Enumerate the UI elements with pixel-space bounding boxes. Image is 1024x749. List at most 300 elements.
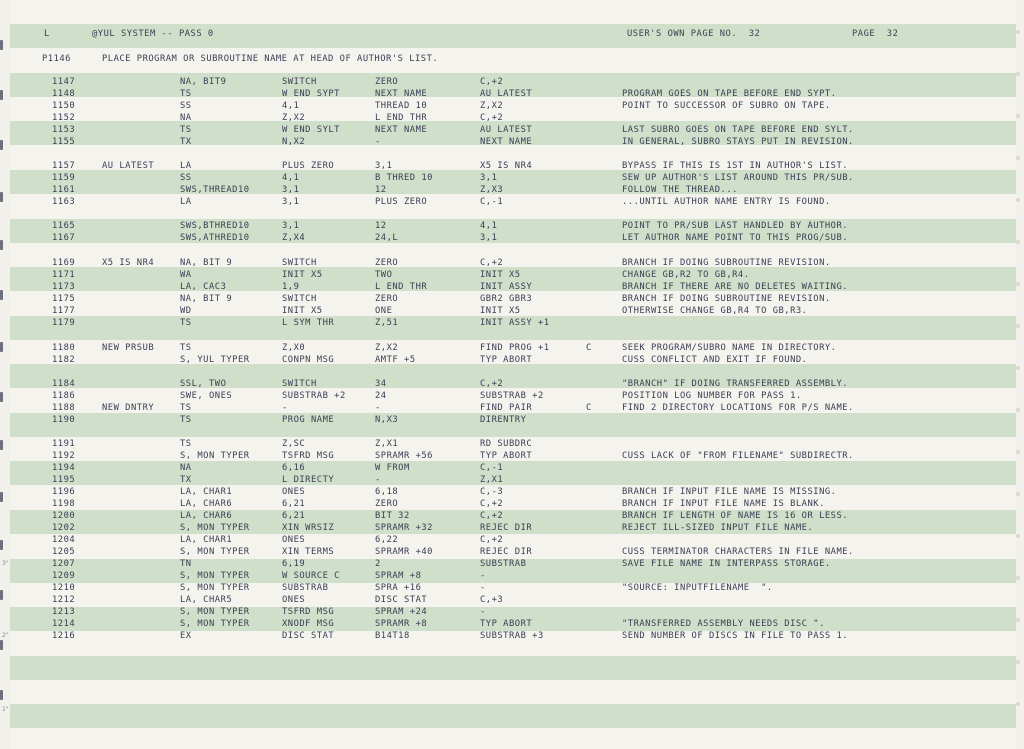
- address-field-3: GBR2 GBR3: [480, 294, 533, 304]
- address-field-1: SUBSTRAB: [282, 583, 329, 593]
- address-field-2: DISC STAT: [375, 595, 428, 605]
- comment: CUSS TERMINATOR CHARACTERS IN FILE NAME.: [622, 547, 854, 557]
- address-field-3: C,-1: [480, 463, 504, 473]
- operation: S, MON TYPER: [180, 607, 250, 617]
- tractor-edge-mark: [0, 690, 3, 700]
- listing-line: [10, 305, 1016, 317]
- address-field-1: N,X2: [282, 137, 306, 147]
- listing-line: [10, 88, 1016, 100]
- operation: NA: [180, 463, 192, 473]
- comment: SEEK PROGRAM/SUBRO NAME IN DIRECTORY.: [622, 343, 837, 353]
- operation: SS: [180, 173, 192, 183]
- comment: BRANCH IF DOING SUBROUTINE REVISION.: [622, 294, 831, 304]
- address-field-3: C,+2: [480, 113, 504, 123]
- printout-sheet: [10, 0, 1016, 749]
- address-field-2: 3,1: [375, 161, 393, 171]
- listing-line: [10, 160, 1016, 172]
- comment: FOLLOW THE THREAD...: [622, 185, 738, 195]
- seq-number: 1150: [52, 101, 76, 111]
- title-text: PLACE PROGRAM OR SUBROUTINE NAME AT HEAD OF AUTHOR'S LIST.: [102, 54, 439, 64]
- listing-line: [10, 438, 1016, 450]
- operation: TS: [180, 318, 192, 328]
- address-field-3: NEXT NAME: [480, 137, 533, 147]
- listing-line: [10, 474, 1016, 486]
- address-field-1: Z,X2: [282, 113, 306, 123]
- seq-number: 1165: [52, 221, 76, 231]
- address-field-2: Z,51: [375, 318, 399, 328]
- seq-number: 1195: [52, 475, 76, 485]
- operation: TN: [180, 559, 192, 569]
- address-field-1: 6,19: [282, 559, 306, 569]
- address-field-1: PLUS ZERO: [282, 161, 335, 171]
- address-field-3: C,-1: [480, 197, 504, 207]
- address-field-2: NEXT NAME: [375, 89, 428, 99]
- comment: BRANCH IF DOING SUBROUTINE REVISION.: [622, 258, 831, 268]
- operation: S, MON TYPER: [180, 571, 250, 581]
- seq-number: 1207: [52, 559, 76, 569]
- symbol-label: AU LATEST: [102, 161, 155, 171]
- comment: LET AUTHOR NAME POINT TO THIS PROG/SUB.: [622, 233, 849, 243]
- seq-number: 1182: [52, 355, 76, 365]
- margin-inch-mark: 3": [2, 560, 9, 567]
- address-field-3: C,+3: [480, 595, 504, 605]
- address-field-1: SWITCH: [282, 258, 317, 268]
- address-field-3: FIND PAIR: [480, 403, 533, 413]
- tractor-edge-mark: [0, 392, 3, 402]
- address-field-1: TSFRD MSG: [282, 451, 335, 461]
- address-field-3: SUBSTRAB: [480, 559, 527, 569]
- address-field-3: 3,1: [480, 173, 498, 183]
- seq-number: 1209: [52, 571, 76, 581]
- comment: CHANGE GB,R2 TO GB,R4.: [622, 270, 750, 280]
- seq-number: 1212: [52, 595, 76, 605]
- green-bar-band: [10, 656, 1016, 680]
- seq-number: 1175: [52, 294, 76, 304]
- address-field-2: NEXT NAME: [375, 125, 428, 135]
- address-field-2: -: [375, 403, 381, 413]
- pin-hole: [1016, 702, 1020, 706]
- seq-number: 1192: [52, 451, 76, 461]
- address-field-2: 12: [375, 221, 387, 231]
- comment: PROGRAM GOES ON TAPE BEFORE END SYPT.: [622, 89, 837, 99]
- address-field-1: XIN WRSIZ: [282, 523, 335, 533]
- address-field-3: Z,X2: [480, 101, 504, 111]
- seq-number: 1200: [52, 511, 76, 521]
- address-field-1: W END SYPT: [282, 89, 340, 99]
- address-field-2: SPRAMR +40: [375, 547, 433, 557]
- pin-hole: [1016, 576, 1020, 580]
- address-field-1: 4,1: [282, 173, 300, 183]
- address-field-3: 3,1: [480, 233, 498, 243]
- address-field-1: 3,1: [282, 185, 300, 195]
- address-field-3: RD SUBDRC: [480, 439, 533, 449]
- seq-number: 1194: [52, 463, 76, 473]
- comment: FIND 2 DIRECTORY LOCATIONS FOR P/S NAME.: [622, 403, 854, 413]
- listing-line: [10, 124, 1016, 136]
- listing-line: [10, 76, 1016, 88]
- comment: POSITION LOG NUMBER FOR PASS 1.: [622, 391, 802, 401]
- address-field-1: SWITCH: [282, 77, 317, 87]
- address-field-2: AMTF +5: [375, 355, 416, 365]
- seq-number: 1214: [52, 619, 76, 629]
- address-field-1: Z,X0: [282, 343, 306, 353]
- listing-line: [10, 172, 1016, 184]
- listing-line: [10, 450, 1016, 462]
- address-field-3: C,+2: [480, 499, 504, 509]
- pin-hole: [1016, 450, 1020, 454]
- listing-line: [10, 378, 1016, 390]
- operation: TS: [180, 89, 192, 99]
- margin-inch-mark: 2": [2, 632, 9, 639]
- address-field-2: SPRAMR +8: [375, 619, 428, 629]
- address-field-2: ZERO: [375, 499, 399, 509]
- address-field-2: ONE: [375, 306, 393, 316]
- address-field-2: 34: [375, 379, 387, 389]
- listing-line: [10, 582, 1016, 594]
- seq-number: 1190: [52, 415, 76, 425]
- operation: S, MON TYPER: [180, 619, 250, 629]
- address-field-1: 3,1: [282, 197, 300, 207]
- address-field-3: C,+2: [480, 535, 504, 545]
- address-field-2: ZERO: [375, 294, 399, 304]
- listing-line: [10, 402, 1016, 414]
- comment: "TRANSFERRED ASSEMBLY NEEDS DISC ".: [622, 619, 825, 629]
- symbol-label: X5 IS NR4: [102, 258, 155, 268]
- operation: S, MON TYPER: [180, 523, 250, 533]
- pin-hole: [1016, 72, 1020, 76]
- pin-hole: [1016, 618, 1020, 622]
- address-field-2: 2: [375, 559, 381, 569]
- operation: S, MON TYPER: [180, 547, 250, 557]
- address-field-1: XIN TERMS: [282, 547, 335, 557]
- listing-line: [10, 281, 1016, 293]
- operation: SWS,BTHRED10: [180, 221, 250, 231]
- listing-line: [10, 112, 1016, 124]
- address-field-2: ZERO: [375, 77, 399, 87]
- listing-line: [10, 414, 1016, 426]
- address-field-1: ONES: [282, 595, 306, 605]
- address-field-1: TSFRD MSG: [282, 607, 335, 617]
- comment: POINT TO PR/SUB LAST HANDLED BY AUTHOR.: [622, 221, 849, 231]
- title-seq: P1146: [42, 54, 71, 64]
- address-field-3: DIRENTRY: [480, 415, 527, 425]
- seq-number: 1177: [52, 306, 76, 316]
- listing-line: [10, 317, 1016, 329]
- address-field-2: B14T18: [375, 631, 410, 641]
- comment: OTHERWISE CHANGE GB,R4 TO GB,R3.: [622, 306, 808, 316]
- seq-number: 1155: [52, 137, 76, 147]
- address-field-2: Z,X2: [375, 343, 399, 353]
- seq-number: 1153: [52, 125, 76, 135]
- address-field-3: X5 IS NR4: [480, 161, 533, 171]
- pin-hole: [1016, 492, 1020, 496]
- address-field-1: 4,1: [282, 101, 300, 111]
- pin-hole: [1016, 534, 1020, 538]
- address-field-2: B THRED 10: [375, 173, 433, 183]
- listing-line: [10, 196, 1016, 208]
- seq-number: 1205: [52, 547, 76, 557]
- seq-number: 1196: [52, 487, 76, 497]
- green-bar-band: [10, 704, 1016, 728]
- listing-line: [10, 534, 1016, 546]
- address-field-1: -: [282, 403, 288, 413]
- comment: POINT TO SUCCESSOR OF SUBRO ON TAPE.: [622, 101, 831, 111]
- listing-line: [10, 257, 1016, 269]
- tractor-edge-mark: [0, 492, 3, 502]
- users-page-number: USER'S OWN PAGE NO. 32: [627, 29, 761, 39]
- seq-number: 1180: [52, 343, 76, 353]
- operation: LA, CAC3: [180, 282, 227, 292]
- address-field-1: 3,1: [282, 221, 300, 231]
- pin-hole: [1016, 30, 1020, 34]
- seq-number: 1186: [52, 391, 76, 401]
- operation: LA, CHAR6: [180, 499, 233, 509]
- listing-line: [10, 558, 1016, 570]
- tractor-edge-mark: [0, 240, 3, 250]
- operation: S, MON TYPER: [180, 451, 250, 461]
- pin-hole: [1016, 408, 1020, 412]
- marker: C: [586, 403, 592, 413]
- address-field-3: REJEC DIR: [480, 523, 533, 533]
- comment: LAST SUBRO GOES ON TAPE BEFORE END SYLT.: [622, 125, 854, 135]
- listing-line: [10, 342, 1016, 354]
- listing-line: [10, 498, 1016, 510]
- operation: SS: [180, 101, 192, 111]
- page-number: PAGE 32: [852, 29, 899, 39]
- pin-hole: [1016, 324, 1020, 328]
- seq-number: 1169: [52, 258, 76, 268]
- seq-number: 1213: [52, 607, 76, 617]
- address-field-2: BIT 32: [375, 511, 410, 521]
- listing-line: [10, 618, 1016, 630]
- marker: C: [586, 343, 592, 353]
- comment: BYPASS IF THIS IS 1ST IN AUTHOR'S LIST.: [622, 161, 849, 171]
- address-field-3: C,+2: [480, 77, 504, 87]
- address-field-3: 4,1: [480, 221, 498, 231]
- address-field-3: C,+2: [480, 511, 504, 521]
- address-field-1: XNODF MSG: [282, 619, 335, 629]
- operation: SWS,ATHRED10: [180, 233, 250, 243]
- title-line: [10, 53, 1016, 65]
- operation: NA, BIT 9: [180, 294, 233, 304]
- address-field-1: Z,X4: [282, 233, 306, 243]
- comment: ...UNTIL AUTHOR NAME ENTRY IS FOUND.: [622, 197, 831, 207]
- address-field-2: SPRAM +8: [375, 571, 422, 581]
- listing-line: [10, 390, 1016, 402]
- operation: S, MON TYPER: [180, 583, 250, 593]
- listing-line: [10, 136, 1016, 148]
- operation: LA: [180, 197, 192, 207]
- seq-number: 1148: [52, 89, 76, 99]
- tractor-edge-mark: [0, 440, 3, 450]
- address-field-3: FIND PROG +1: [480, 343, 550, 353]
- listing-line: [10, 522, 1016, 534]
- seq-number: 1184: [52, 379, 76, 389]
- address-field-3: Z,X1: [480, 475, 504, 485]
- tractor-edge-mark: [0, 90, 3, 100]
- address-field-2: PLUS ZERO: [375, 197, 428, 207]
- address-field-2: -: [375, 137, 381, 147]
- address-field-2: N,X3: [375, 415, 399, 425]
- listing-line: [10, 594, 1016, 606]
- operation: TS: [180, 439, 192, 449]
- operation: LA: [180, 161, 192, 171]
- comment: REJECT ILL-SIZED INPUT FILE NAME.: [622, 523, 814, 533]
- operation: LA, CHAR6: [180, 511, 233, 521]
- address-field-2: SPRAM +24: [375, 607, 428, 617]
- address-field-1: 6,21: [282, 511, 306, 521]
- address-field-1: ONES: [282, 535, 306, 545]
- address-field-2: SPRA +16: [375, 583, 422, 593]
- operation: TS: [180, 343, 192, 353]
- seq-number: 1204: [52, 535, 76, 545]
- address-field-3: C,+2: [480, 379, 504, 389]
- address-field-3: Z,X3: [480, 185, 504, 195]
- address-field-1: INIT X5: [282, 306, 323, 316]
- address-field-2: ZERO: [375, 258, 399, 268]
- seq-number: 1167: [52, 233, 76, 243]
- address-field-3: INIT X5: [480, 270, 521, 280]
- address-field-2: 24: [375, 391, 387, 401]
- symbol-label: NEW PRSUB: [102, 343, 155, 353]
- address-field-1: SWITCH: [282, 379, 317, 389]
- address-field-3: SUBSTRAB +2: [480, 391, 544, 401]
- operation: WA: [180, 270, 192, 280]
- tractor-edge-mark: [0, 192, 3, 202]
- address-field-2: SPRAMR +56: [375, 451, 433, 461]
- comment: IN GENERAL, SUBRO STAYS PUT IN REVISION.: [622, 137, 854, 147]
- address-field-1: L SYM THR: [282, 318, 335, 328]
- address-field-2: SPRAMR +32: [375, 523, 433, 533]
- address-field-3: -: [480, 583, 486, 593]
- listing-line: [10, 184, 1016, 196]
- tractor-edge-mark: [0, 590, 3, 600]
- address-field-2: THREAD 10: [375, 101, 428, 111]
- comment: SAVE FILE NAME IN INTERPASS STORAGE.: [622, 559, 831, 569]
- address-field-3: -: [480, 571, 486, 581]
- seq-number: 1147: [52, 77, 76, 87]
- operation: TS: [180, 403, 192, 413]
- page-header: [10, 28, 1016, 40]
- address-field-1: 1,9: [282, 282, 300, 292]
- operation: LA, CHAR1: [180, 535, 233, 545]
- listing-line: [10, 486, 1016, 498]
- listing-line: [10, 630, 1016, 642]
- operation: EX: [180, 631, 192, 641]
- seq-number: 1152: [52, 113, 76, 123]
- address-field-3: -: [480, 607, 486, 617]
- comment: CUSS CONFLICT AND EXIT IF FOUND.: [622, 355, 808, 365]
- seq-number: 1157: [52, 161, 76, 171]
- pin-hole: [1016, 660, 1020, 664]
- address-field-3: AU LATEST: [480, 89, 533, 99]
- address-field-3: INIT ASSY: [480, 282, 533, 292]
- operation: TX: [180, 137, 192, 147]
- seq-number: 1179: [52, 318, 76, 328]
- seq-number: 1163: [52, 197, 76, 207]
- margin-inch-mark: 1": [2, 706, 9, 713]
- symbol-label: NEW DNTRY: [102, 403, 155, 413]
- pin-hole: [1016, 156, 1020, 160]
- address-field-2: -: [375, 475, 381, 485]
- address-field-1: SUBSTRAB +2: [282, 391, 346, 401]
- address-field-1: SWITCH: [282, 294, 317, 304]
- address-field-3: AU LATEST: [480, 125, 533, 135]
- system-title: @YUL SYSTEM -- PASS 0: [92, 29, 214, 39]
- operation: LA, CHAR5: [180, 595, 233, 605]
- address-field-2: 6,18: [375, 487, 399, 497]
- comment: SEW UP AUTHOR'S LIST AROUND THIS PR/SUB.: [622, 173, 854, 183]
- comment: SEND NUMBER OF DISCS IN FILE TO PASS 1.: [622, 631, 849, 641]
- address-field-3: REJEC DIR: [480, 547, 533, 557]
- comment: BRANCH IF INPUT FILE NAME IS BLANK.: [622, 499, 825, 509]
- comment: "BRANCH" IF DOING TRANSFERRED ASSEMBLY.: [622, 379, 849, 389]
- pin-hole: [1016, 240, 1020, 244]
- address-field-3: C,-3: [480, 487, 504, 497]
- tractor-edge-mark: [0, 640, 3, 650]
- tractor-edge-mark: [0, 342, 3, 352]
- operation: SWS,THREAD10: [180, 185, 250, 195]
- address-field-2: L END THR: [375, 113, 428, 123]
- comment: BRANCH IF INPUT FILE NAME IS MISSING.: [622, 487, 837, 497]
- operation: S, YUL TYPER: [180, 355, 250, 365]
- address-field-1: 6,16: [282, 463, 306, 473]
- operation: TS: [180, 125, 192, 135]
- pin-hole: [1016, 198, 1020, 202]
- operation: NA, BIT9: [180, 77, 227, 87]
- address-field-2: W FROM: [375, 463, 410, 473]
- listing-line: [10, 269, 1016, 281]
- listing-line: [10, 546, 1016, 558]
- address-field-3: TYP ABORT: [480, 619, 533, 629]
- listing-line: [10, 220, 1016, 232]
- seq-number: 1191: [52, 439, 76, 449]
- operation: SSL, TWO: [180, 379, 227, 389]
- seq-number: 1173: [52, 282, 76, 292]
- operation: SWE, ONES: [180, 391, 233, 401]
- listing-line: [10, 354, 1016, 366]
- tractor-edge-mark: [0, 540, 3, 550]
- address-field-1: ONES: [282, 487, 306, 497]
- operation: TX: [180, 475, 192, 485]
- address-field-1: CONPN MSG: [282, 355, 335, 365]
- seq-number: 1161: [52, 185, 76, 195]
- address-field-3: C,+2: [480, 258, 504, 268]
- address-field-1: W SOURCE C: [282, 571, 340, 581]
- comment: BRANCH IF THERE ARE NO DELETES WAITING.: [622, 282, 849, 292]
- header-mark: L: [44, 29, 50, 39]
- listing-line: [10, 232, 1016, 244]
- address-field-1: L DIRECTY: [282, 475, 335, 485]
- address-field-2: L END THR: [375, 282, 428, 292]
- listing-line: [10, 570, 1016, 582]
- listing-line: [10, 606, 1016, 618]
- address-field-3: TYP ABORT: [480, 355, 533, 365]
- address-field-1: W END SYLT: [282, 125, 340, 135]
- address-field-3: TYP ABORT: [480, 451, 533, 461]
- operation: TS: [180, 415, 192, 425]
- address-field-1: 6,21: [282, 499, 306, 509]
- address-field-1: Z,SC: [282, 439, 306, 449]
- pin-hole: [1016, 114, 1020, 118]
- listing-line: [10, 462, 1016, 474]
- address-field-1: DISC STAT: [282, 631, 335, 641]
- seq-number: 1202: [52, 523, 76, 533]
- pin-hole: [1016, 282, 1020, 286]
- operation: NA: [180, 113, 192, 123]
- seq-number: 1210: [52, 583, 76, 593]
- pin-hole: [1016, 366, 1020, 370]
